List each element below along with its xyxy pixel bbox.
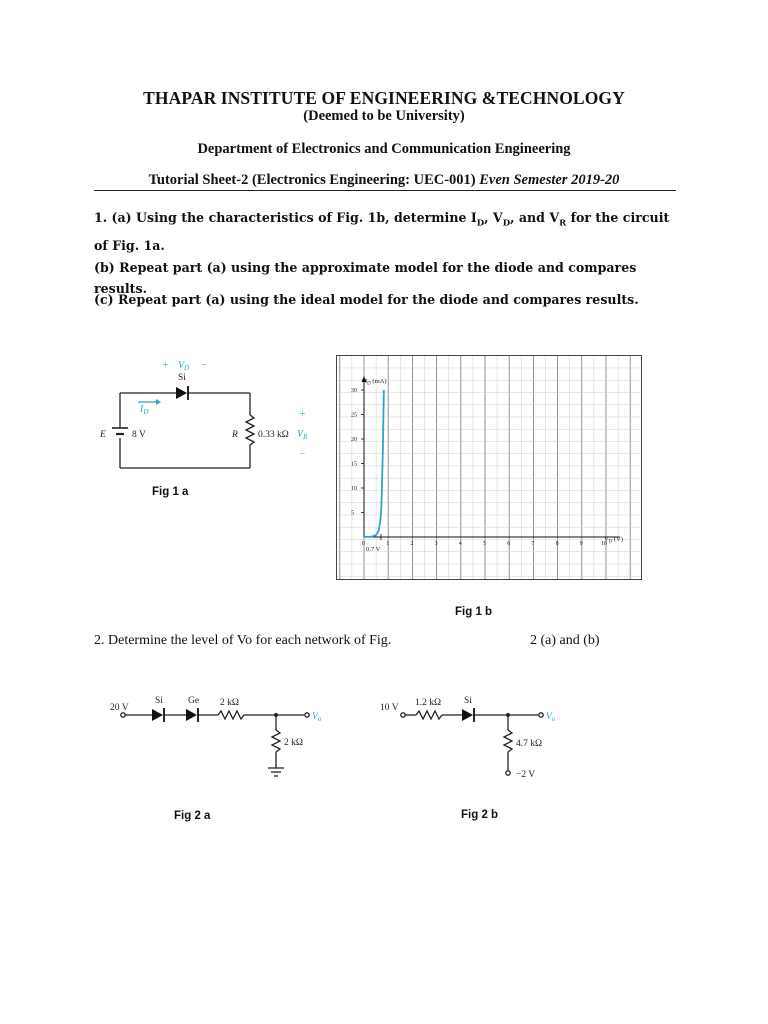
fig2b-out: $V_o$ (546, 712, 556, 723)
fig2b-circuit (378, 690, 578, 785)
sheet-prefix: Tutorial Sheet-2 (Electronics Engineering: UEC-001) (148, 172, 476, 188)
x-tick-label: 5 (483, 541, 486, 547)
fig2b-caption: Fig 2 b (461, 809, 499, 821)
x-tick-label: 2 (410, 541, 414, 547)
fig1a-plus: + (162, 360, 169, 371)
fig2a-out: $V_o$ (312, 712, 322, 723)
fig2a-circuit (108, 690, 338, 785)
x-tick-label: 8 (555, 541, 559, 547)
x-tick-label: 7 (531, 541, 535, 547)
q1a-text-2: , V (484, 210, 503, 225)
y-tick-label: 5 (351, 510, 354, 517)
fig1a-id: $I_D$ (140, 404, 149, 416)
q1a-sub-3: R (559, 218, 567, 229)
y-tick-label: 15 (351, 461, 357, 468)
fig1a-source-label: E (100, 430, 106, 440)
tutorial-sheet-line (0, 172, 768, 189)
fig1a-minus: − (201, 360, 208, 371)
diode-si-icon (462, 709, 473, 721)
sheet-semester: Even Semester 2019-20 (479, 172, 620, 188)
fig1a-circuit (90, 355, 320, 480)
question-1c: (c) Repeat part (a) using the ideal model for the diode and compares results. (94, 292, 639, 307)
fig1a-resistor-label: R (232, 430, 238, 440)
diode-si-icon (152, 709, 163, 721)
current-arrow-icon (156, 399, 161, 405)
fig1b-caption: Fig 1 b (455, 606, 493, 618)
fig2b-d1: Si (464, 696, 472, 706)
department-name: Department of Electronics and Communication Engineering (197, 141, 571, 157)
fig2a-d1: Si (155, 696, 163, 706)
question-1b: (b) Repeat part (a) using the approximate model for the diode and compares results. (94, 260, 637, 296)
q1a-sub-1: D (476, 218, 485, 229)
x-tick-label: 10 (601, 541, 607, 547)
diode-ge-icon (186, 709, 197, 721)
x-tick-label: 0 (362, 541, 365, 547)
q1a-text-3: , and V (510, 210, 560, 225)
x-tick-label: 4 (458, 541, 462, 547)
fig1b-chart (336, 355, 642, 580)
diode-si-icon (176, 387, 187, 399)
fig2a-d2: Ge (188, 696, 200, 706)
fig2b-bottom: −2 V (516, 770, 536, 780)
fig2a-r2: 2 kΩ (284, 738, 303, 748)
y-tick-label: 10 (351, 486, 357, 492)
deemed-subtitle: (Deemed to be University) (303, 108, 465, 124)
y-axis-label: $I_D$ (mA) (365, 378, 387, 387)
x-axis-label: $V_D$ (V) (604, 536, 623, 545)
fig1a-vr: $V_R$ (297, 429, 308, 441)
fig2a-r1: 2 kΩ (220, 698, 239, 708)
institute-title: THAPAR INSTITUTE OF ENGINEERING &TECHNOLOGY (143, 88, 625, 108)
y-tick-label: 30 (351, 388, 357, 394)
fig1a-vd: $V_D$ (178, 360, 190, 372)
fig1a-resistor-value: 0.33 kΩ (258, 430, 289, 440)
fig1a-diode-label: Si (178, 373, 186, 383)
fig2b-input: 10 V (380, 703, 399, 713)
q1a-text-4: for the circuit of Fig. 1a. (94, 210, 670, 253)
question-2-ref: 2 (a) and (b) (530, 633, 600, 648)
question-1a (94, 207, 684, 256)
x-tick-label: 9 (579, 541, 583, 547)
y-tick-label: 25 (351, 412, 357, 419)
fig1a-vr-plus: + (299, 409, 306, 420)
question-2: 2. Determine the level of Vo for each network of Fig. (94, 633, 392, 648)
x-tick-label: 6 (507, 541, 511, 547)
fig1a-caption: Fig 1 a (152, 486, 189, 498)
fig1a-source-value: 8 V (132, 430, 146, 440)
q1a-text-1: 1. (a) Using the characteristics of Fig. 1b, determine I (94, 210, 477, 225)
y-tick-label: 20 (351, 437, 357, 443)
header-divider (94, 190, 676, 191)
fig2a-input: 20 V (110, 703, 129, 713)
fig2a-caption: Fig 2 a (174, 810, 211, 822)
fig1a-vr-minus: − (299, 449, 306, 460)
fig2b-r2: 4.7 kΩ (516, 739, 543, 749)
fig2b-r1: 1.2 kΩ (415, 698, 442, 708)
q1a-sub-2: D (502, 218, 511, 229)
x-tick-label: 3 (434, 541, 438, 547)
knee-label: 0.7 V (366, 546, 381, 553)
x-tick-label: 1 (386, 541, 390, 547)
